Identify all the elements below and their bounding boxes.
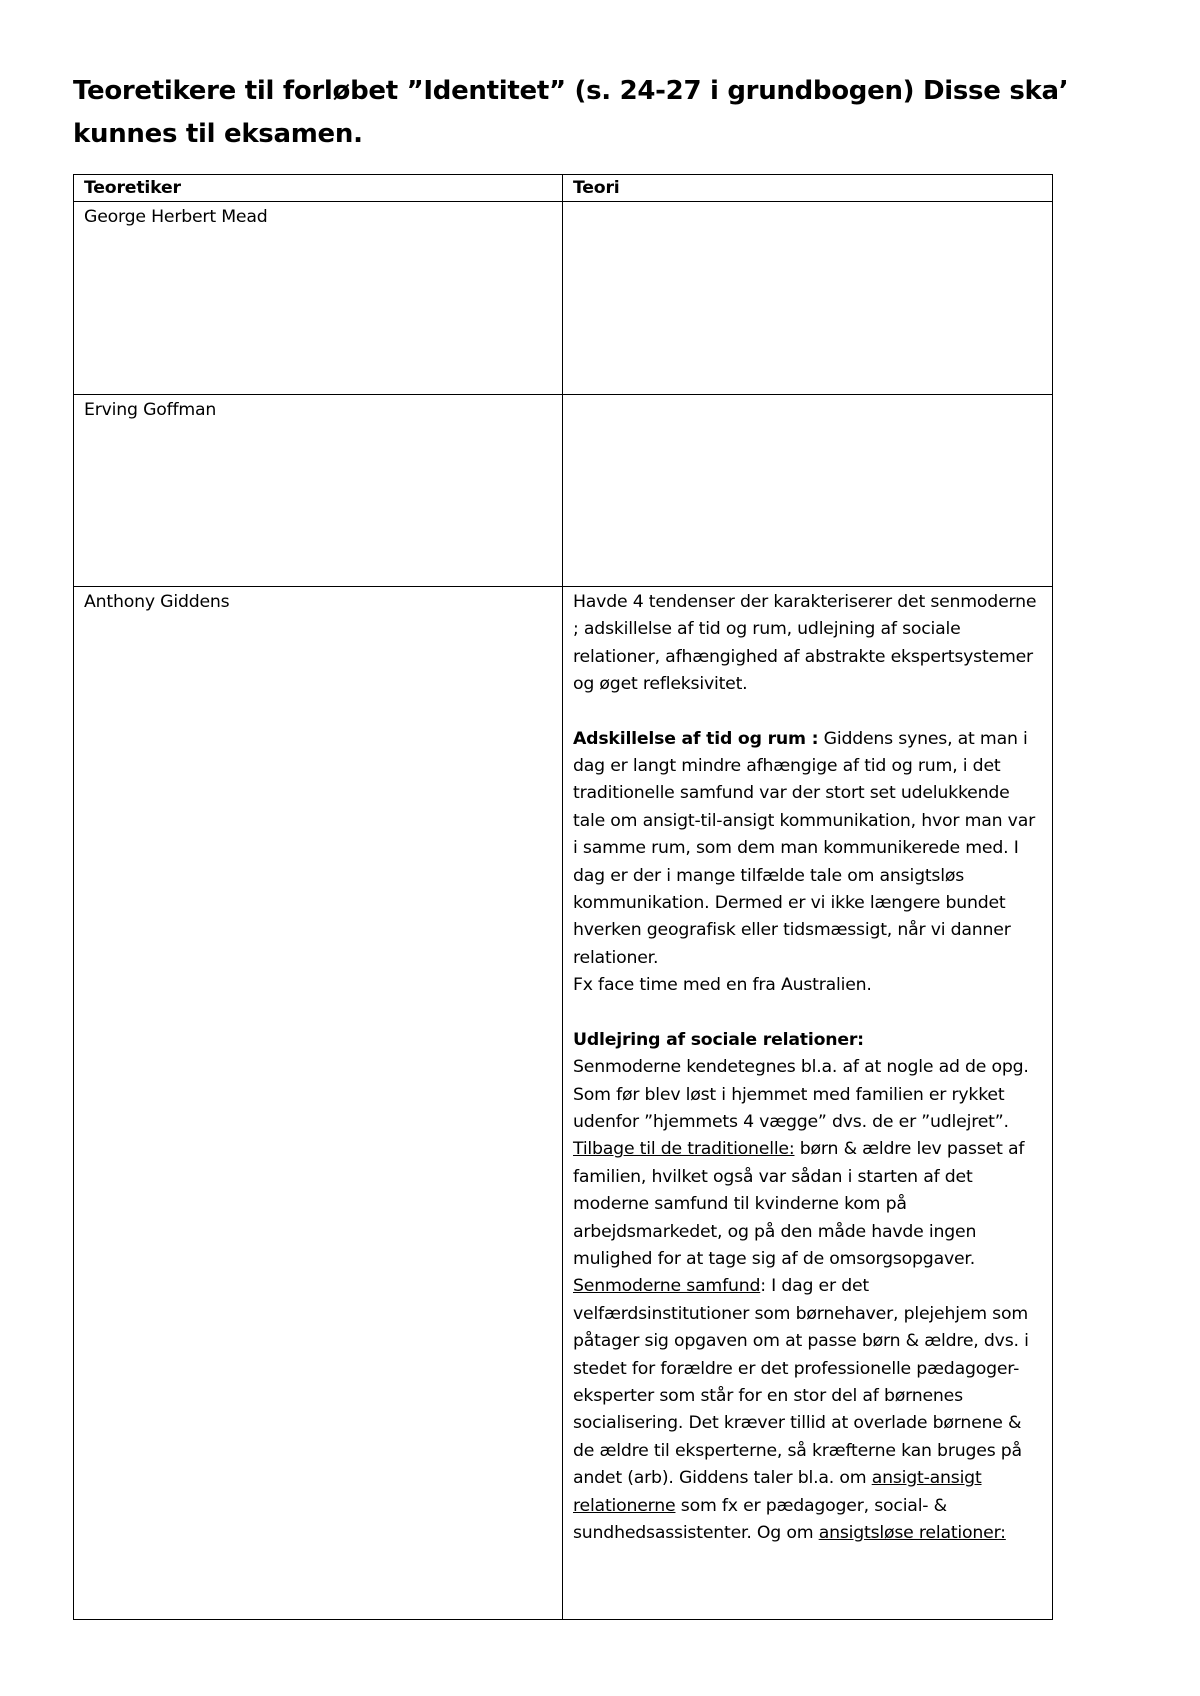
late-modern-label: Senmoderne samfund: [573, 1276, 761, 1297]
table-row: [74, 587, 1053, 1620]
face-to-face-text: som fx er pædagoger, social- & sundhedsassistenter. Og om: [573, 1495, 947, 1543]
face-to-face-label: ansigt-ansigt relationerne: [573, 1468, 982, 1516]
traditional-paragraph: [573, 1136, 1043, 1273]
late-modern-paragraph: [573, 1273, 1043, 1547]
header-theorist: Teoretiker: [74, 175, 563, 202]
theorist-cell: George Herbert Mead: [74, 202, 563, 395]
traditional-label: Tilbage til de traditionelle:: [573, 1139, 795, 1160]
section-heading: Udlejring af sociale relationer:: [573, 1029, 864, 1050]
table-row: [74, 202, 1053, 395]
table-row: [74, 395, 1053, 587]
faceless-label: ansigtsløse relationer:: [818, 1523, 1006, 1543]
theory-cell: [563, 587, 1053, 1620]
section-example: Fx face time med en fra Australien.: [573, 975, 872, 996]
section-text: Senmoderne kendetegnes bl.a. af at nogle ad de opg. Som før blev løst i hjemmet med familien er rykket udenfor ”hjemmets 4 vægge” dvs. de er ”udlejret”.: [573, 1057, 1029, 1132]
section-text: Giddens synes, at man i dag er langt mindre afhængige af tid og rum, i det traditionelle samfund var der stort set udelukkende tale om ansigt-til-ansigt kommunikation, hvor man var i samme rum, som dem man kommunikerede med. I dag er der i mange tilfælde tale om ansigtsløs kommunikation. Dermed er vi ikke længere bundet hverken geografisk eller tidsmæssigt, når vi danner relationer.: [573, 728, 1035, 968]
giddens-intro: Havde 4 tendenser der karakteriserer det senmoderne ; adskillelse af tid og rum, udlejning af sociale relationer, afhængighed af abstrakte ekspertsystemer og øget refleksivitet.: [573, 592, 1037, 695]
section-time-space: [573, 726, 1043, 973]
theorist-cell: Anthony Giddens: [74, 587, 563, 1620]
header-theory: Teori: [563, 175, 1053, 202]
table-header-row: [74, 175, 1053, 202]
traditional-text: børn & ældre lev passet af familien, hvilket også var sådan i starten af det moderne samfund til kvinderne kom på arbejdsmarkedet, og på den måde havde ingen mulighed for at tage sig af de omsorgsopgaver.: [573, 1139, 1025, 1269]
theory-cell: [563, 395, 1053, 587]
page-title: Teoretikere til forløbet ”Identitet” (s. 24-27 i grundbogen) Disse ska’ kunnes til eksamen.: [73, 76, 1069, 149]
theory-cell: [563, 202, 1053, 395]
late-modern-text: : I dag er det velfærdsinstitutioner som børnehaver, plejehjem som påtager sig opgaven om at passe børn & ældre, dvs. i stedet for forældre er det professionelle pædagoger-eksperter som står for en stor del af børnenes socialisering. Det kræver tillid at overlade børnene & de ældre til eksperterne, så kræfterne kan bruges på andet (arb). Giddens taler bl.a. om: [573, 1276, 1029, 1489]
section-heading: Adskillelse af tid og rum :: [573, 728, 819, 749]
theorist-cell: Erving Goffman: [74, 395, 563, 587]
theorist-table: [73, 174, 1053, 1620]
